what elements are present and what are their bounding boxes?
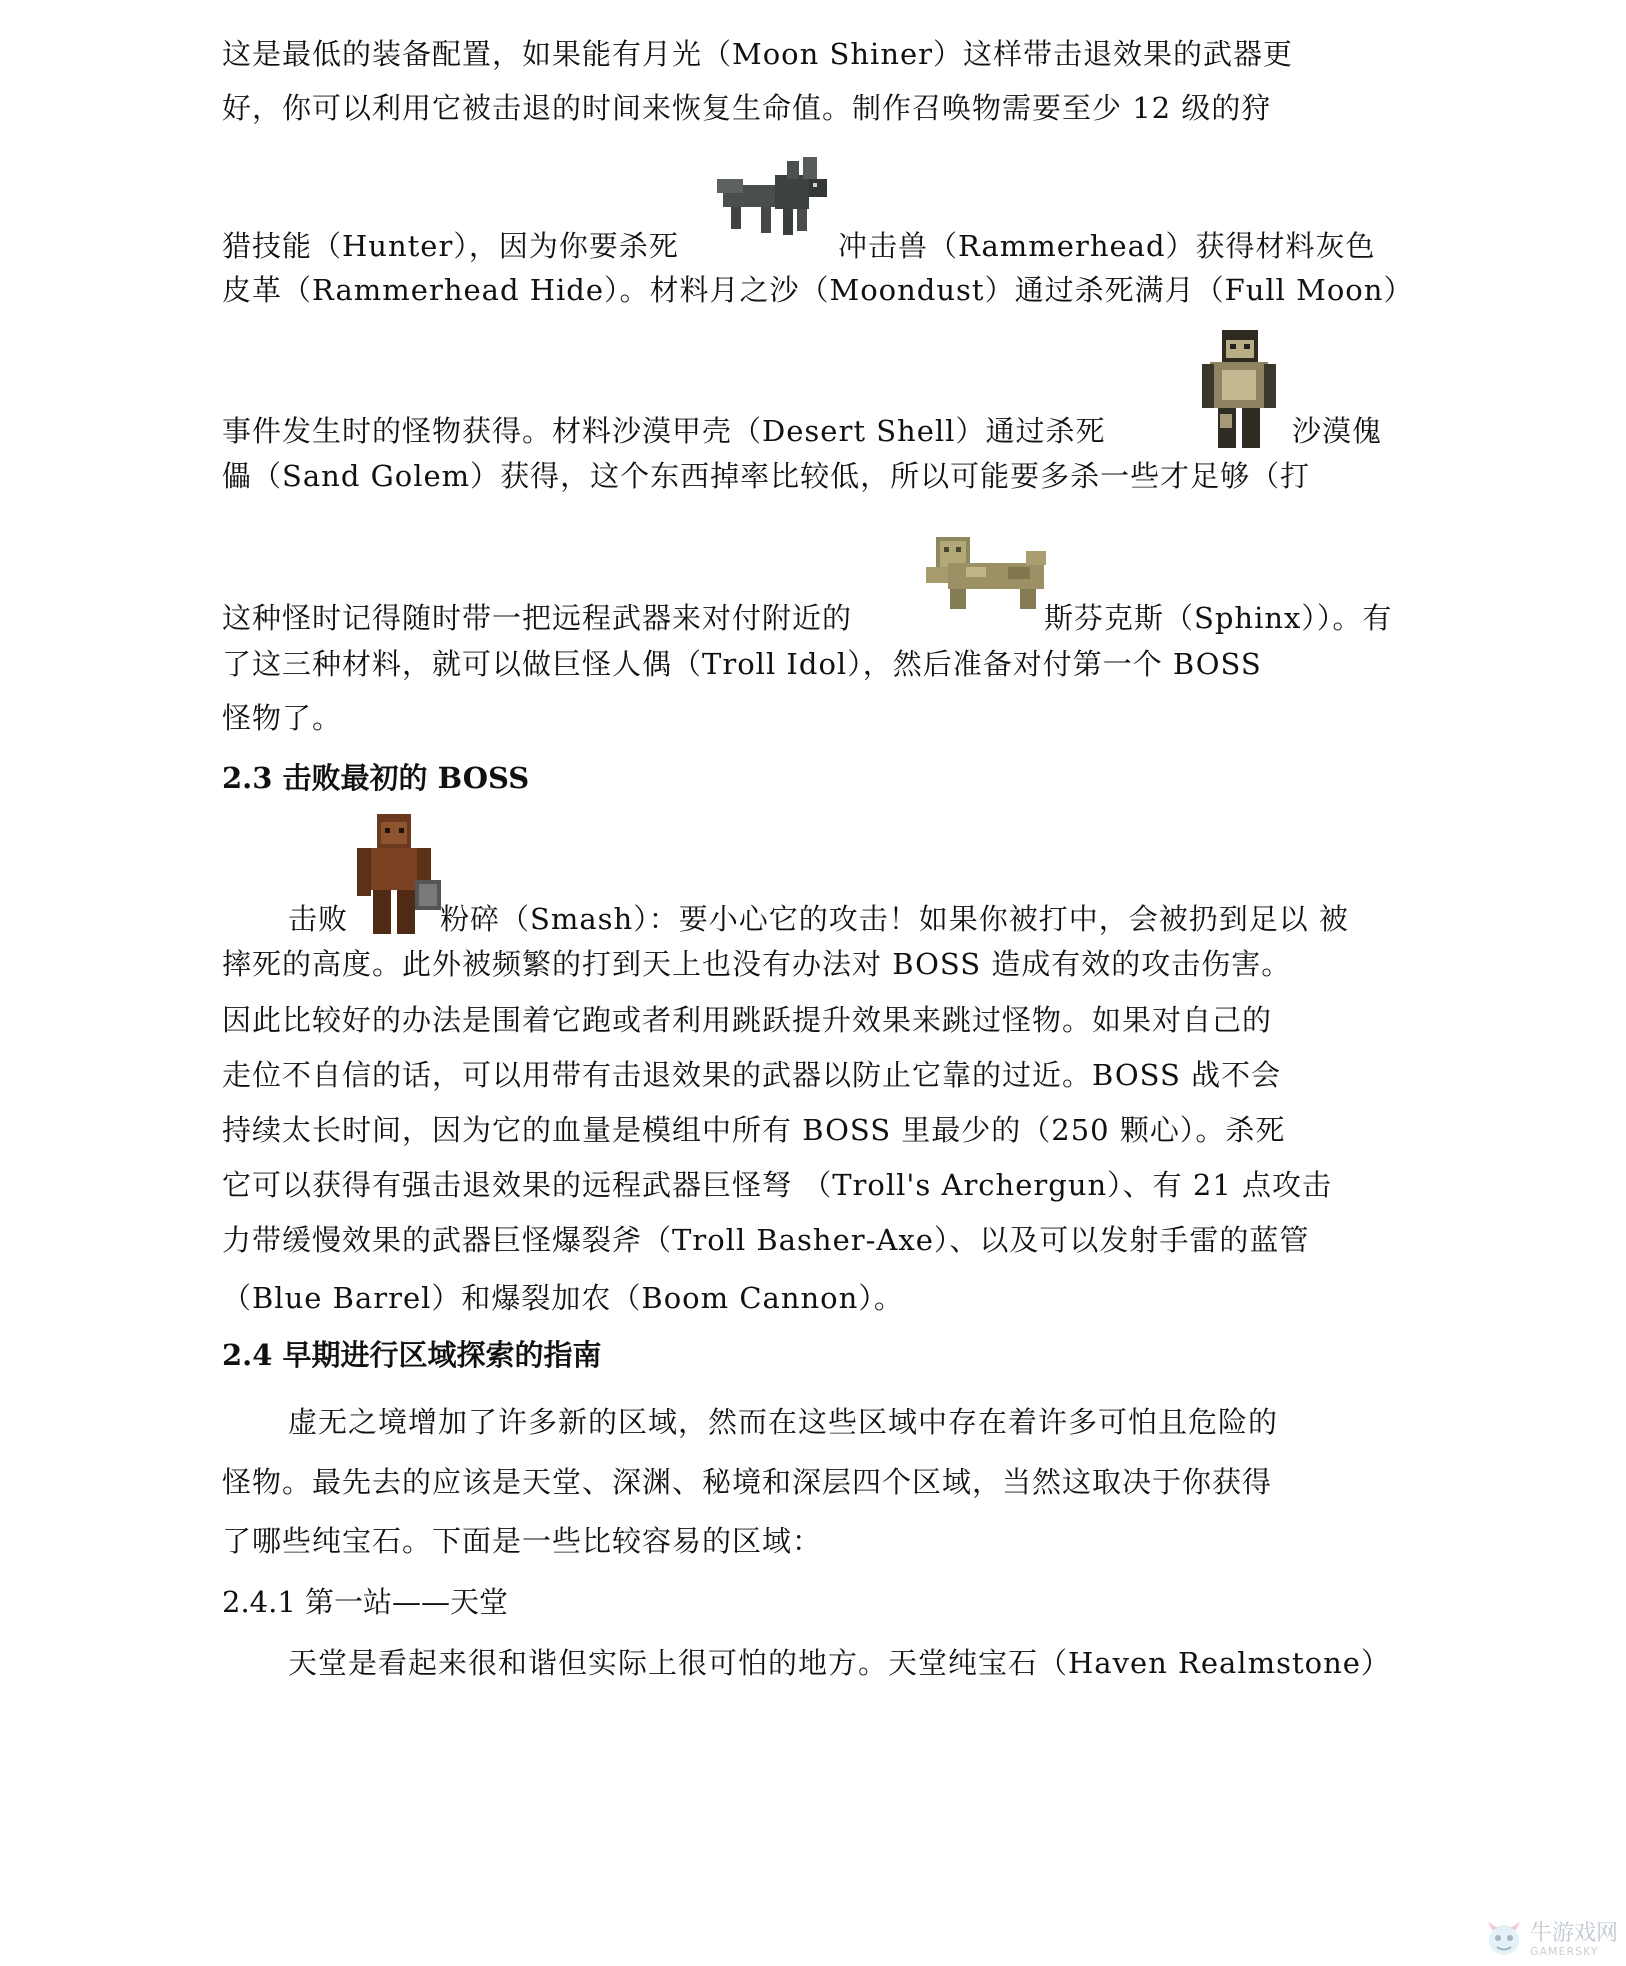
paragraph-line: 猎技能（Hunter），因为你要杀死 <box>222 229 679 263</box>
paragraph-line: 事件发生时的怪物获得。材料沙漠甲壳（Desert Shell）通过杀死 <box>222 414 1106 448</box>
paragraph-line: 摔死的高度。此外被频繁的打到天上也没有办法对 BOSS 造成有效的攻击伤害。 <box>222 947 1292 981</box>
paragraph-line: 这是最低的装备配置，如果能有月光（Moon Shiner）这样带击退效果的武器更 <box>222 37 1294 71</box>
paragraph-line: 斯芬克斯（Sphinx））。有 <box>1044 601 1393 635</box>
paragraph-line: 了哪些纯宝石。下面是一些比较容易的区域： <box>222 1524 823 1558</box>
paragraph-line: 好，你可以利用它被击退的时间来恢复生命值。制作召唤物需要至少 12 级的狩 <box>222 91 1272 125</box>
section-heading: 2.3 击败最初的 BOSS <box>222 761 530 795</box>
paragraph-line: 虚无之境增加了许多新的区域，然而在这些区域中存在着许多可怕且危险的 <box>288 1405 1279 1439</box>
paragraph-line: 了这三种材料，就可以做巨怪人偶（Troll Idol），然后准备对付第一个 BOSS <box>222 647 1262 681</box>
watermark <box>1484 1920 1618 1960</box>
paragraph-line: 怪物。最先去的应该是天堂、深渊、秘境和深层四个区域，当然这取决于你获得 <box>222 1465 1273 1499</box>
smash-boss-image <box>355 814 441 936</box>
paragraph-line: 沙漠傀 <box>1292 414 1383 448</box>
paragraph-line: 粉碎（Smash）：要小心它的攻击！如果你被打中，会被扔到足以 被 <box>440 902 1349 936</box>
paragraph-line: 力带缓慢效果的武器巨怪爆裂斧（Troll Basher-Axe）、以及可以发射手雷的蓝管 <box>222 1223 1310 1257</box>
sphinx-image <box>926 537 1050 611</box>
paragraph-line: 持续太长时间，因为它的血量是模组中所有 BOSS 里最少的（250 颗心）。杀死 <box>222 1113 1286 1147</box>
paragraph-line: 皮革（Rammerhead Hide）。材料月之沙（Moondust）通过杀死满月（Full Moon） <box>222 273 1414 307</box>
paragraph-line: 儡（Sand Golem）获得，这个东西掉率比较低，所以可能要多杀一些才足够（打 <box>222 459 1311 493</box>
paragraph-line: 它可以获得有强击退效果的远程武器巨怪弩 （Troll's Archergun）、有 21 点攻击 <box>222 1168 1333 1202</box>
paragraph-line: （Blue Barrel）和爆裂加农（Boom Cannon）。 <box>222 1281 904 1315</box>
paragraph-line: 击败 <box>288 902 349 936</box>
paragraph-line: 这种怪时记得随时带一把远程武器来对付附近的 <box>222 601 853 635</box>
watermark-brand: 牛游戏网 <box>1529 1920 1618 1946</box>
paragraph-line: 冲击兽（Rammerhead）获得材料灰色 <box>838 229 1376 263</box>
rammerhead-image <box>717 157 835 239</box>
watermark-sub: GAMERSKY <box>1529 1944 1599 1958</box>
paragraph-line: 怪物了。 <box>222 701 343 735</box>
paragraph-line: 因此比较好的办法是围着它跑或者利用跳跃提升效果来跳过怪物。如果对自己的 <box>222 1003 1273 1037</box>
mascot-icon <box>1484 1920 1524 1960</box>
sand-golem-image <box>1202 330 1276 448</box>
section-heading: 2.4 早期进行区域探索的指南 <box>222 1338 602 1372</box>
paragraph-line: 走位不自信的话，可以用带有击退效果的武器以防止它靠的过近。BOSS 战不会 <box>222 1058 1282 1092</box>
paragraph-line: 天堂是看起来很和谐但实际上很可怕的地方。天堂纯宝石（Haven Realmstone） <box>288 1646 1391 1680</box>
subsection-heading: 2.4.1 第一站——天堂 <box>222 1585 509 1619</box>
